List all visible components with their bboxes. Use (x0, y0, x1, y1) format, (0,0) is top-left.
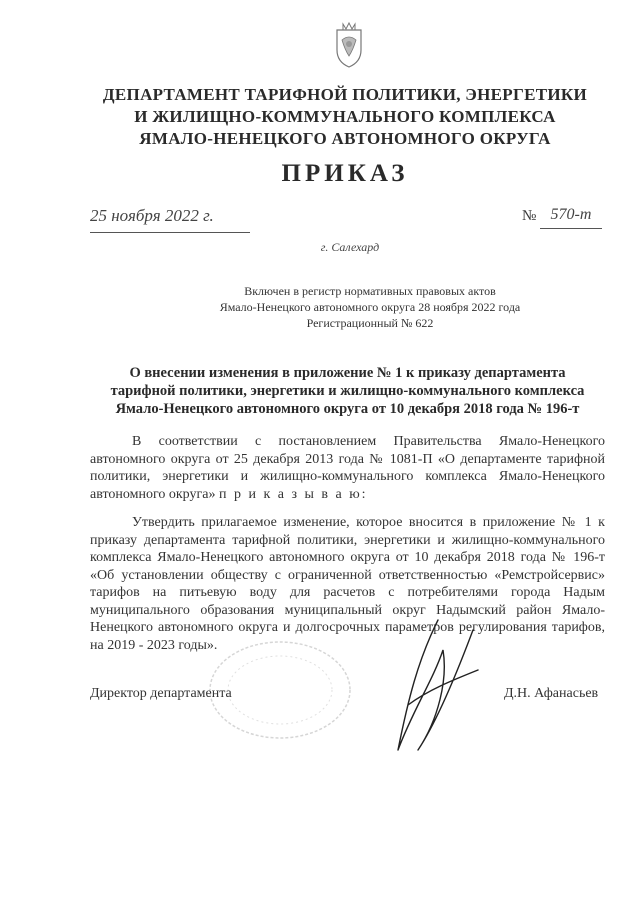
order-date: 25 ноября 2022 г. (90, 206, 250, 233)
coat-of-arms-icon (329, 20, 369, 70)
handwritten-signature-icon (378, 610, 488, 760)
document-type-title: ПРИКАЗ (281, 160, 409, 187)
department-line: ЯМАЛО-НЕНЕЦКОГО АВТОНОМНОГО ОКРУГА (139, 129, 551, 148)
subject-line: тарифной политики, энергетики и жилищно-коммунального комплекса (110, 383, 585, 399)
order-number: 570-т (540, 206, 602, 229)
preamble-paragraph (90, 433, 605, 503)
subject-line: О внесении изменения в приложение № 1 к приказу департамента (129, 365, 566, 381)
order-subject (90, 364, 605, 418)
department-line: ДЕПАРТАМЕНТ ТАРИФНОЙ ПОЛИТИКИ, ЭНЕРГЕТИКИ (102, 85, 588, 104)
order-number-label: № (522, 208, 537, 224)
preamble-text: В соответствии с постановлением Правительства Ямало-Ненецкого автономного округа от 25 декабря 2013 года № 1081-П «О департаменте тарифной политики, энергетики и жилищно-коммунального комплекса Ямало-Ненецкого автономного округа» (90, 434, 605, 502)
department-line: И ЖИЛИЩНО-КОММУНАЛЬНОГО КОМПЛЕКСА (134, 107, 556, 126)
registration-line: Включен в регистр нормативных правовых актов (244, 284, 496, 298)
signer-position: Директор департамента (90, 686, 232, 701)
registration-note (160, 283, 580, 331)
subject-line: Ямало-Ненецкого автономного округа от 10 декабря 2018 года № 196-т (115, 401, 580, 417)
order-word: п р и к а з ы в а ю: (218, 486, 368, 502)
registration-line: Регистрационный № 622 (306, 316, 434, 330)
department-name (60, 84, 630, 150)
issue-city: г. Салехард (320, 240, 380, 254)
operative-paragraph: Утвердить прилагаемое изменение, которое вносится в приложение № 1 к приказу департамента тарифной политики, энергетики и жилищно-коммунального комплекса Ямало-Ненецкого автономного округа от 10 декабря 2018 года № 196-т «Об установлении обществу с ограниченной ответственностью «Ремстройсервис» тарифов на питьевую воду для расчетов с потребителями города Надым муниципального образования муниципальный округ Надымский район Ямало-Ненецкого автономного округа и долгосрочных параметров регулирования тарифов, на 2019 - 2023 годы». (90, 515, 605, 653)
signer-name: Д.Н. Афанасьев (504, 686, 599, 701)
registration-line: Ямало-Ненецкого автономного округа 28 ноября 2022 года (219, 300, 521, 314)
